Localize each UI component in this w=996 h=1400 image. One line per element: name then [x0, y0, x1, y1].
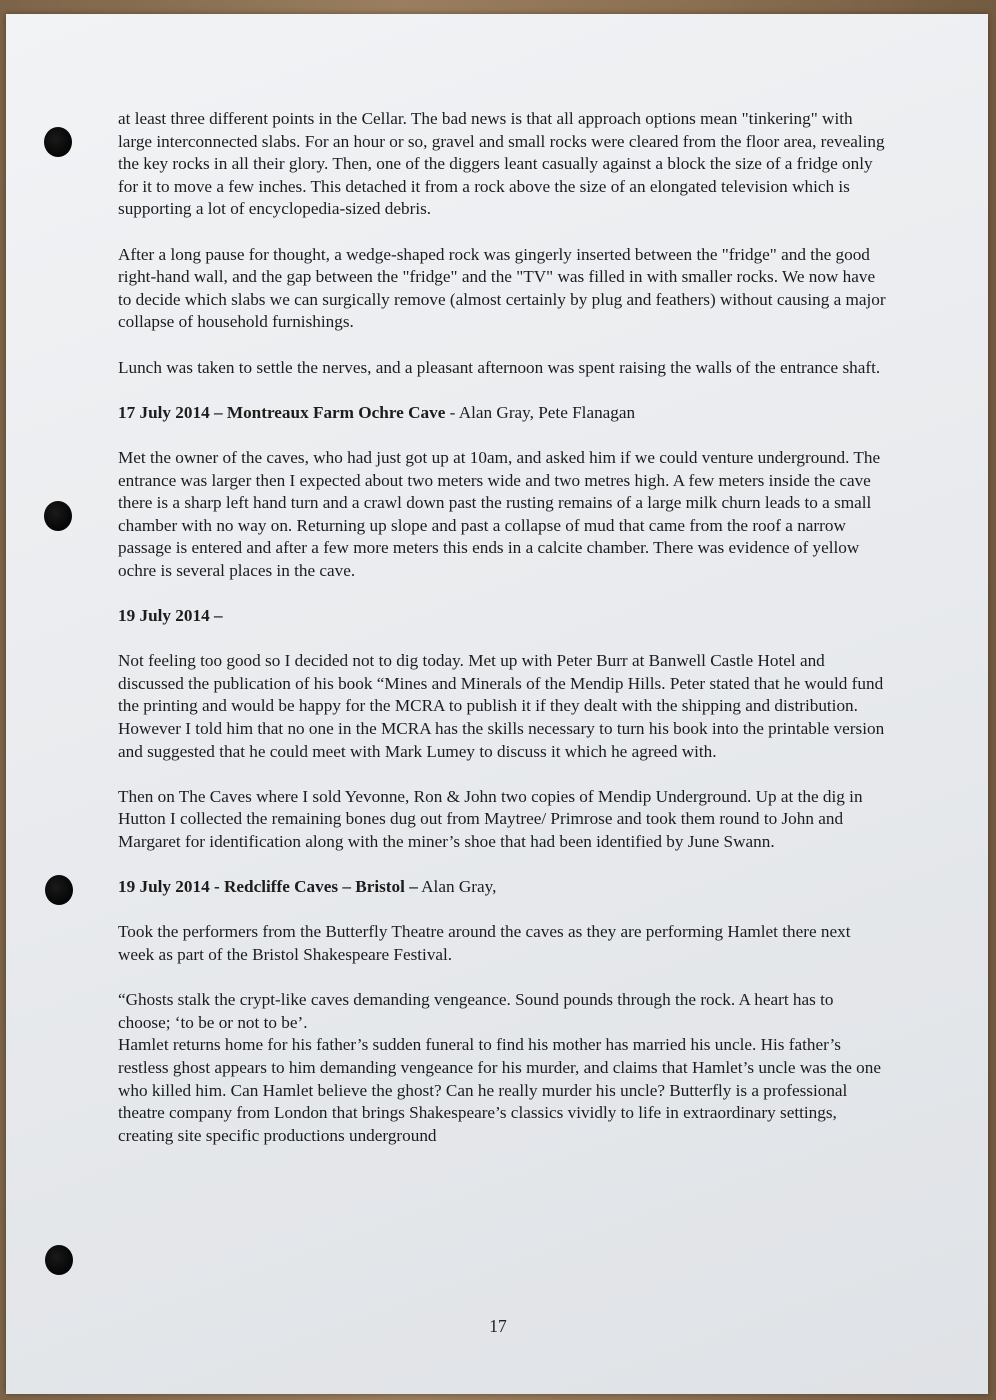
entry-heading-redcliffe-people: Alan Gray,	[417, 877, 497, 897]
entry-heading-montreaux-people: - Alan Gray, Pete Flanagan	[445, 402, 636, 422]
page-number: 17	[489, 1316, 507, 1336]
punch-hole-2	[44, 501, 72, 531]
quote-ghosts: “Ghosts stalk the crypt-like caves demanding vengeance. Sound pounds through the rock. A heart has to choose; ‘to be or not to be’.	[118, 990, 834, 1032]
entry-heading-redcliffe	[118, 876, 888, 899]
paragraph-cellar-dig: at least three different points in the Cellar. The bad news is that all approach options mean "tinkering" with large interconnected slabs. For an hour or so, gravel and small rocks were cleared from the floor area, revealing the key rocks in all their glory. Then, one of the diggers leant casually against a block the size of a fridge only for it to move a few inches. This detached it from a rock above the size of an elongated television which is supporting a lot of encyclopedia-sized debris.	[118, 109, 885, 219]
entry-heading-19-july	[118, 605, 888, 628]
paragraph-the-caves: Then on The Caves where I sold Yevonne, Ron & John two copies of Mendip Underground. Up at the dig in Hutton I collected the remaining bones dug out from Maytree/ Primrose and took them round to John and Margaret for identification along with the miner’s shoe that had been identified by June Swann.	[118, 786, 863, 851]
quote-hamlet: Hamlet returns home for his father’s sudden funeral to find his mother has married his uncle. His father’s restless ghost appears to him demanding vengeance for his murder, and claims that Hamlet’s uncle was the one who killed him. Can Hamlet believe the ghost? Can he really murder his uncle? Butterfly is a professional theatre company from London that brings Shakespeare’s classics vividly to life in extraordinary settings, creating site specific productions underground	[118, 1035, 881, 1145]
entry-heading-19-july-bold: 19 July 2014 –	[118, 606, 223, 626]
entry-heading-redcliffe-bold: 19 July 2014 - Redcliffe Caves – Bristol –	[118, 877, 418, 897]
page-content	[118, 108, 888, 1147]
paragraph-lunch: Lunch was taken to settle the nerves, and a pleasant afternoon was spent raising the walls of the entrance shaft.	[118, 357, 881, 377]
paragraph-montreaux-cave: Met the owner of the caves, who had just got up at 10am, and asked him if we could venture underground. The entrance was larger then I expected about two meters wide and two metres high. A few meters inside the cave there is a sharp left hand turn and a crawl down past the rusting remains of a large milk churn leads to a small chamber with no way on. Returning up slope and past a collapse of mud that came from the roof a narrow passage is entered and after a few more meters this ends in a calcite chamber. There was evidence of yellow ochre is several places in the cave.	[118, 447, 881, 580]
punch-hole-4	[45, 1245, 73, 1275]
entry-heading-montreaux	[118, 402, 888, 425]
punch-hole-3	[45, 875, 73, 905]
paragraph-butterfly-theatre: Took the performers from the Butterfly Theatre around the caves as they are performing Hamlet there next week as part of the Bristol Shakespeare Festival.	[118, 922, 851, 964]
paragraph-peter-burr: Not feeling too good so I decided not to dig today. Met up with Peter Burr at Banwell Castle Hotel and discussed the publication of his book “Mines and Minerals of the Mendip Hills. Peter stated that he would fund the printing and would be happy for the MCRA to publish it if they dealt with the shipping and distribution. However I told him that no one in the MCRA has the skills necessary to turn his book into the printable version and suggested that he could meet with Mark Lumey to discuss it which he agreed with.	[118, 651, 885, 761]
paragraph-wedge-rock: After a long pause for thought, a wedge-shaped rock was gingerly inserted between the "fridge" and the good right-hand wall, and the gap between the "fridge" and the "TV" was filled in with smaller rocks. We now have to decide which slabs we can surgically remove (almost certainly by plug and feathers) without causing a major collapse of household furnishings.	[118, 244, 886, 332]
entry-heading-montreaux-bold: 17 July 2014 – Montreaux Farm Ochre Cave	[118, 402, 446, 422]
punch-hole-1	[44, 127, 72, 157]
